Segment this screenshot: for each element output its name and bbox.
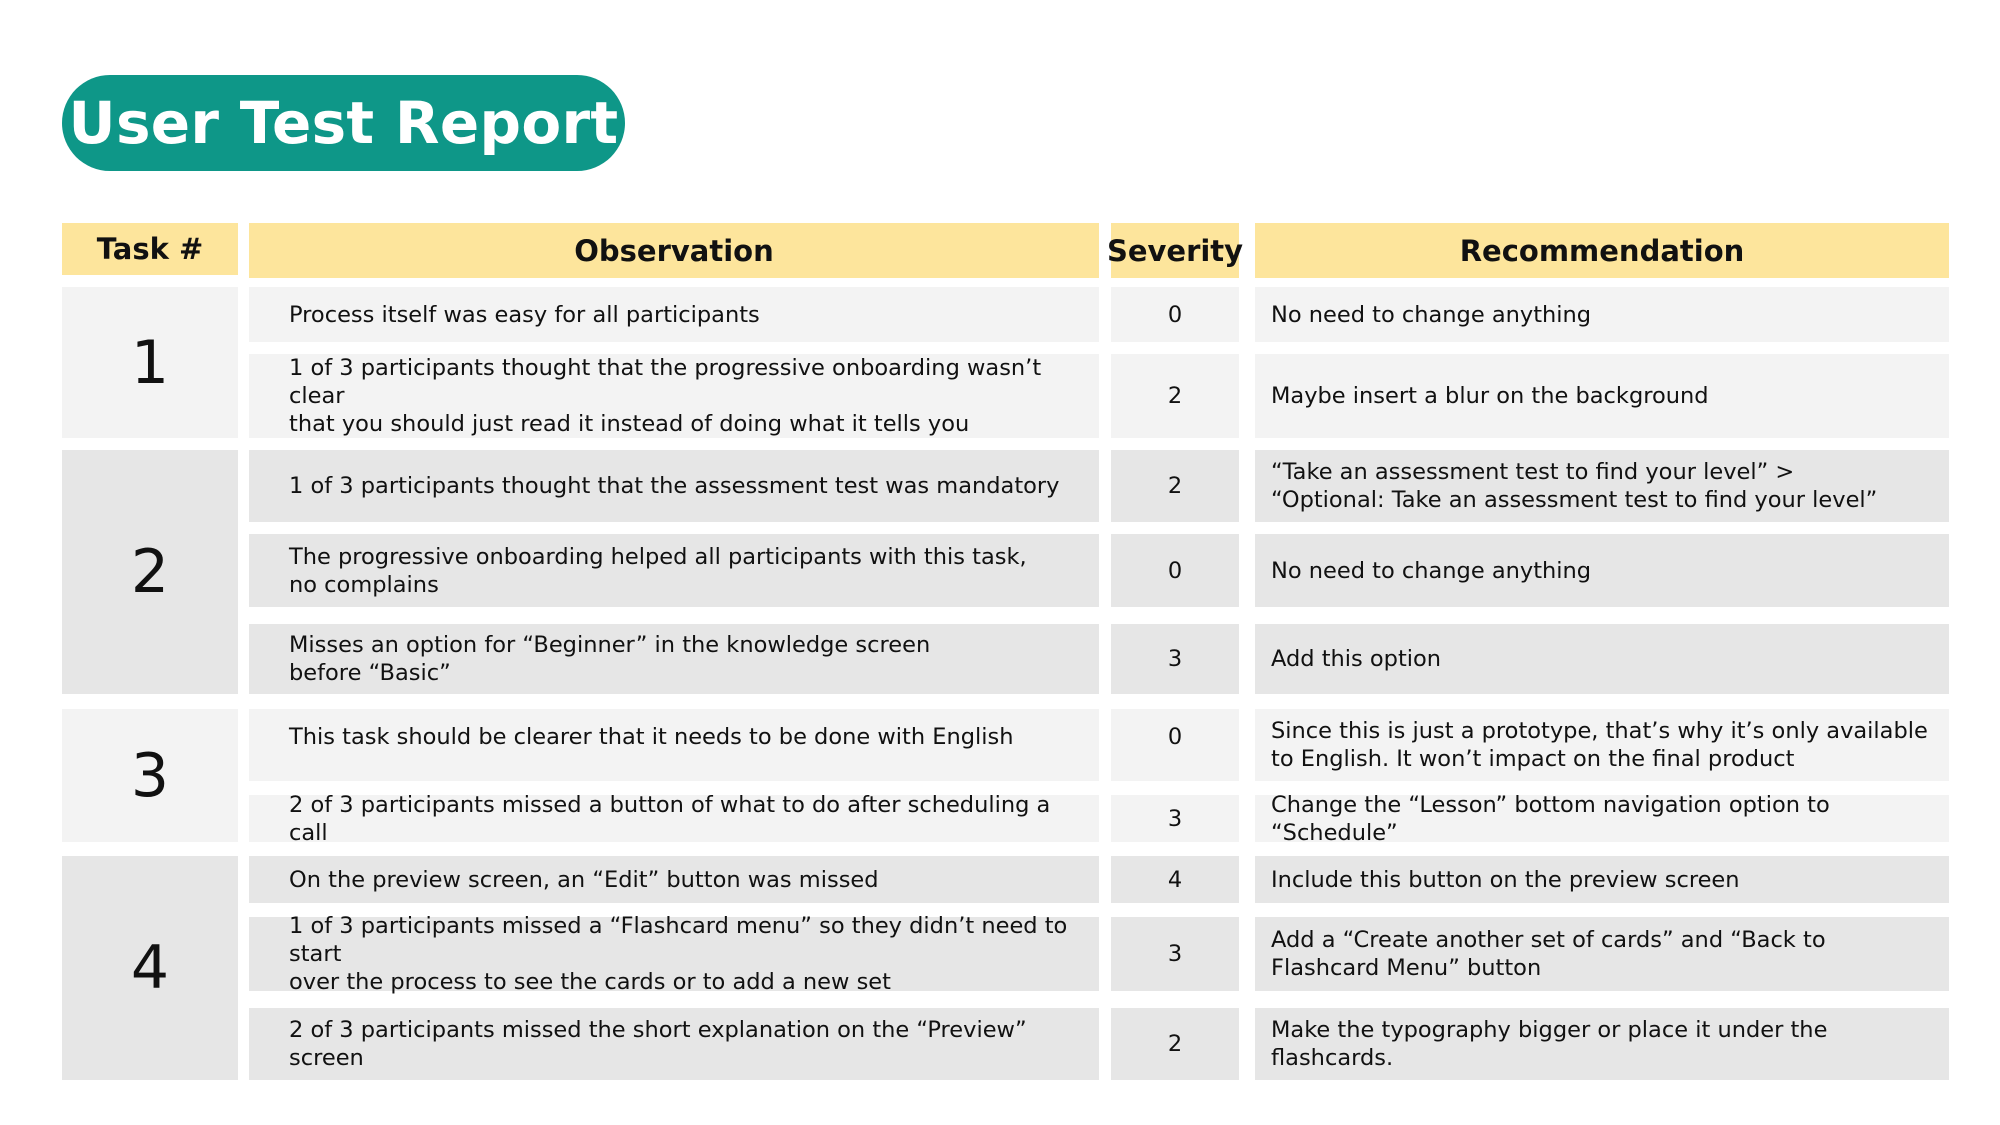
severity-cell: 3 <box>1111 795 1239 842</box>
severity-cell: 0 <box>1111 534 1239 607</box>
observation-cell: 1 of 3 participants missed a “Flashcard menu” so they didn’t need to start over the process to see the cards or to add a new set <box>249 917 1099 991</box>
severity-cell: 0 <box>1111 287 1239 342</box>
recommendation-cell: Since this is just a prototype, that’s why it’s only available to English. It won’t impact on the final product <box>1255 709 1949 781</box>
recommendation-cell: Make the typography bigger or place it under the flashcards. <box>1255 1008 1949 1080</box>
severity-cell: 2 <box>1111 450 1239 522</box>
header-task: Task # <box>62 223 238 275</box>
observation-cell: 1 of 3 participants thought that the progressive onboarding wasn’t clear that you should just read it instead of doing what it tells you <box>249 354 1099 438</box>
observation-cell: Process itself was easy for all participants <box>249 287 1099 342</box>
observation-cell: This task should be clearer that it needs to be done with English <box>249 709 1099 781</box>
recommendation-cell: Maybe insert a blur on the background <box>1255 354 1949 438</box>
title-banner <box>62 75 625 171</box>
page-title: User Test Report <box>68 89 619 157</box>
observation-cell: The progressive onboarding helped all participants with this task, no complains <box>249 534 1099 607</box>
severity-cell: 3 <box>1111 917 1239 991</box>
severity-cell: 4 <box>1111 856 1239 903</box>
observation-cell: 2 of 3 participants missed the short explanation on the “Preview” screen <box>249 1008 1099 1080</box>
observation-cell: Misses an option for “Beginner” in the knowledge screen before “Basic” <box>249 624 1099 694</box>
task-number-4: 4 <box>62 856 238 1080</box>
recommendation-cell: No need to change anything <box>1255 534 1949 607</box>
observation-cell: On the preview screen, an “Edit” button was missed <box>249 856 1099 903</box>
recommendation-cell: Include this button on the preview screen <box>1255 856 1949 903</box>
severity-cell: 2 <box>1111 354 1239 438</box>
observation-cell: 1 of 3 participants thought that the assessment test was mandatory <box>249 450 1099 522</box>
severity-cell: 0 <box>1111 709 1239 781</box>
recommendation-cell: Change the “Lesson” bottom navigation option to “Schedule” <box>1255 795 1949 842</box>
task-number-1: 1 <box>62 287 238 438</box>
severity-cell: 2 <box>1111 1008 1239 1080</box>
task-number-3: 3 <box>62 709 238 842</box>
observation-cell: 2 of 3 participants missed a button of what to do after scheduling a call <box>249 795 1099 842</box>
header-recommendation: Recommendation <box>1255 223 1949 278</box>
recommendation-cell: No need to change anything <box>1255 287 1949 342</box>
task-number-2: 2 <box>62 450 238 694</box>
recommendation-cell: Add a “Create another set of cards” and “Back to Flashcard Menu” button <box>1255 917 1949 991</box>
header-observation: Observation <box>249 223 1099 278</box>
recommendation-cell: “Take an assessment test to find your level” > “Optional: Take an assessment test to find your level” <box>1255 450 1949 522</box>
recommendation-cell: Add this option <box>1255 624 1949 694</box>
header-severity: Severity <box>1111 223 1239 278</box>
severity-cell: 3 <box>1111 624 1239 694</box>
